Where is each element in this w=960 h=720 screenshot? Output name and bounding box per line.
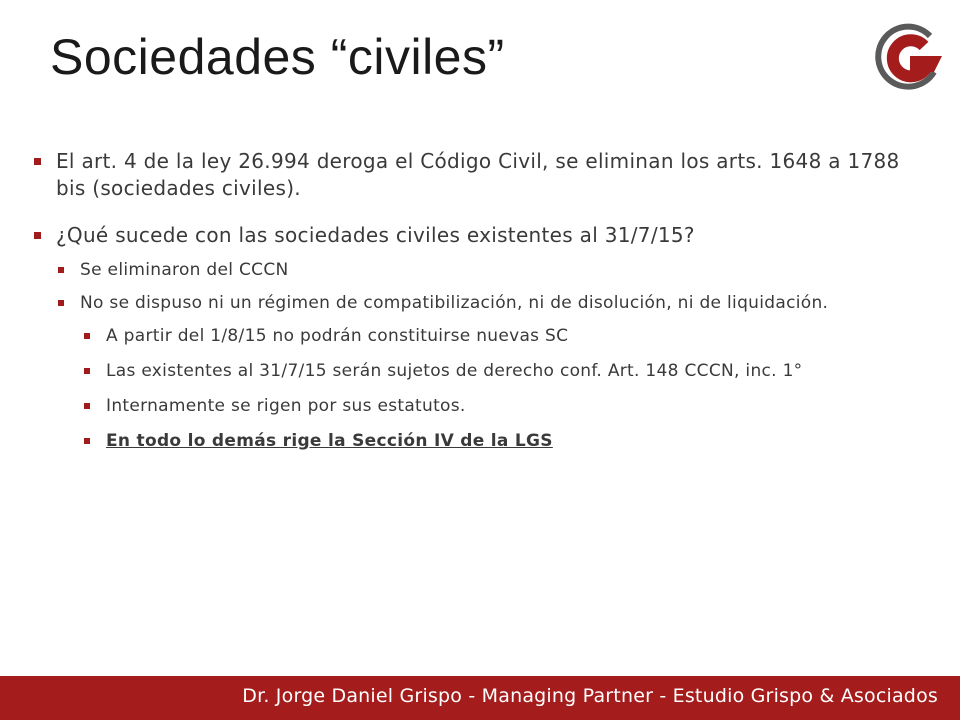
sub-sub-bullet-item <box>84 360 914 383</box>
square-bullet-icon <box>58 300 64 306</box>
square-bullet-icon <box>84 438 90 444</box>
square-bullet-icon <box>84 368 90 374</box>
slide-content <box>34 148 914 465</box>
sub-sub-bullet-item <box>84 430 914 453</box>
bullet-text: Internamente se rigen por sus estatutos. <box>106 396 466 416</box>
square-bullet-icon <box>84 403 90 409</box>
square-bullet-icon <box>34 158 41 165</box>
bullet-item <box>34 148 914 202</box>
square-bullet-icon <box>58 267 64 273</box>
bullet-text: No se dispuso ni un régimen de compatibilización, ni de disolución, ni de liquidación. <box>80 293 829 313</box>
footer-text: Dr. Jorge Daniel Grispo - Managing Partner - Estudio Grispo & Asociados <box>242 685 938 707</box>
bullet-text-emphasized: En todo lo demás rige la Sección IV de la LGS <box>106 431 553 451</box>
grispo-logo-icon <box>872 22 944 94</box>
sub-bullet-item <box>58 292 914 315</box>
footer-bar <box>0 676 960 720</box>
bullet-text: El art. 4 de la ley 26.994 deroga el Código Civil, se eliminan los arts. 1648 a 1788 bis (sociedades civiles). <box>56 149 900 200</box>
slide-title: Sociedades “civiles” <box>50 29 505 85</box>
square-bullet-icon <box>84 333 90 339</box>
bullet-text: Las existentes al 31/7/15 serán sujetos de derecho conf. Art. 148 CCCN, inc. 1° <box>106 361 803 381</box>
square-bullet-icon <box>34 232 41 239</box>
bullet-text: Se eliminaron del CCCN <box>80 260 289 280</box>
bullet-text: ¿Qué sucede con las sociedades civiles existentes al 31/7/15? <box>56 223 695 247</box>
sub-sub-bullet-item <box>84 395 914 418</box>
sub-bullet-item <box>58 259 914 282</box>
sub-sub-bullet-item <box>84 325 914 348</box>
bullet-item <box>34 222 914 249</box>
bullet-text: A partir del 1/8/15 no podrán constituirse nuevas SC <box>106 326 569 346</box>
